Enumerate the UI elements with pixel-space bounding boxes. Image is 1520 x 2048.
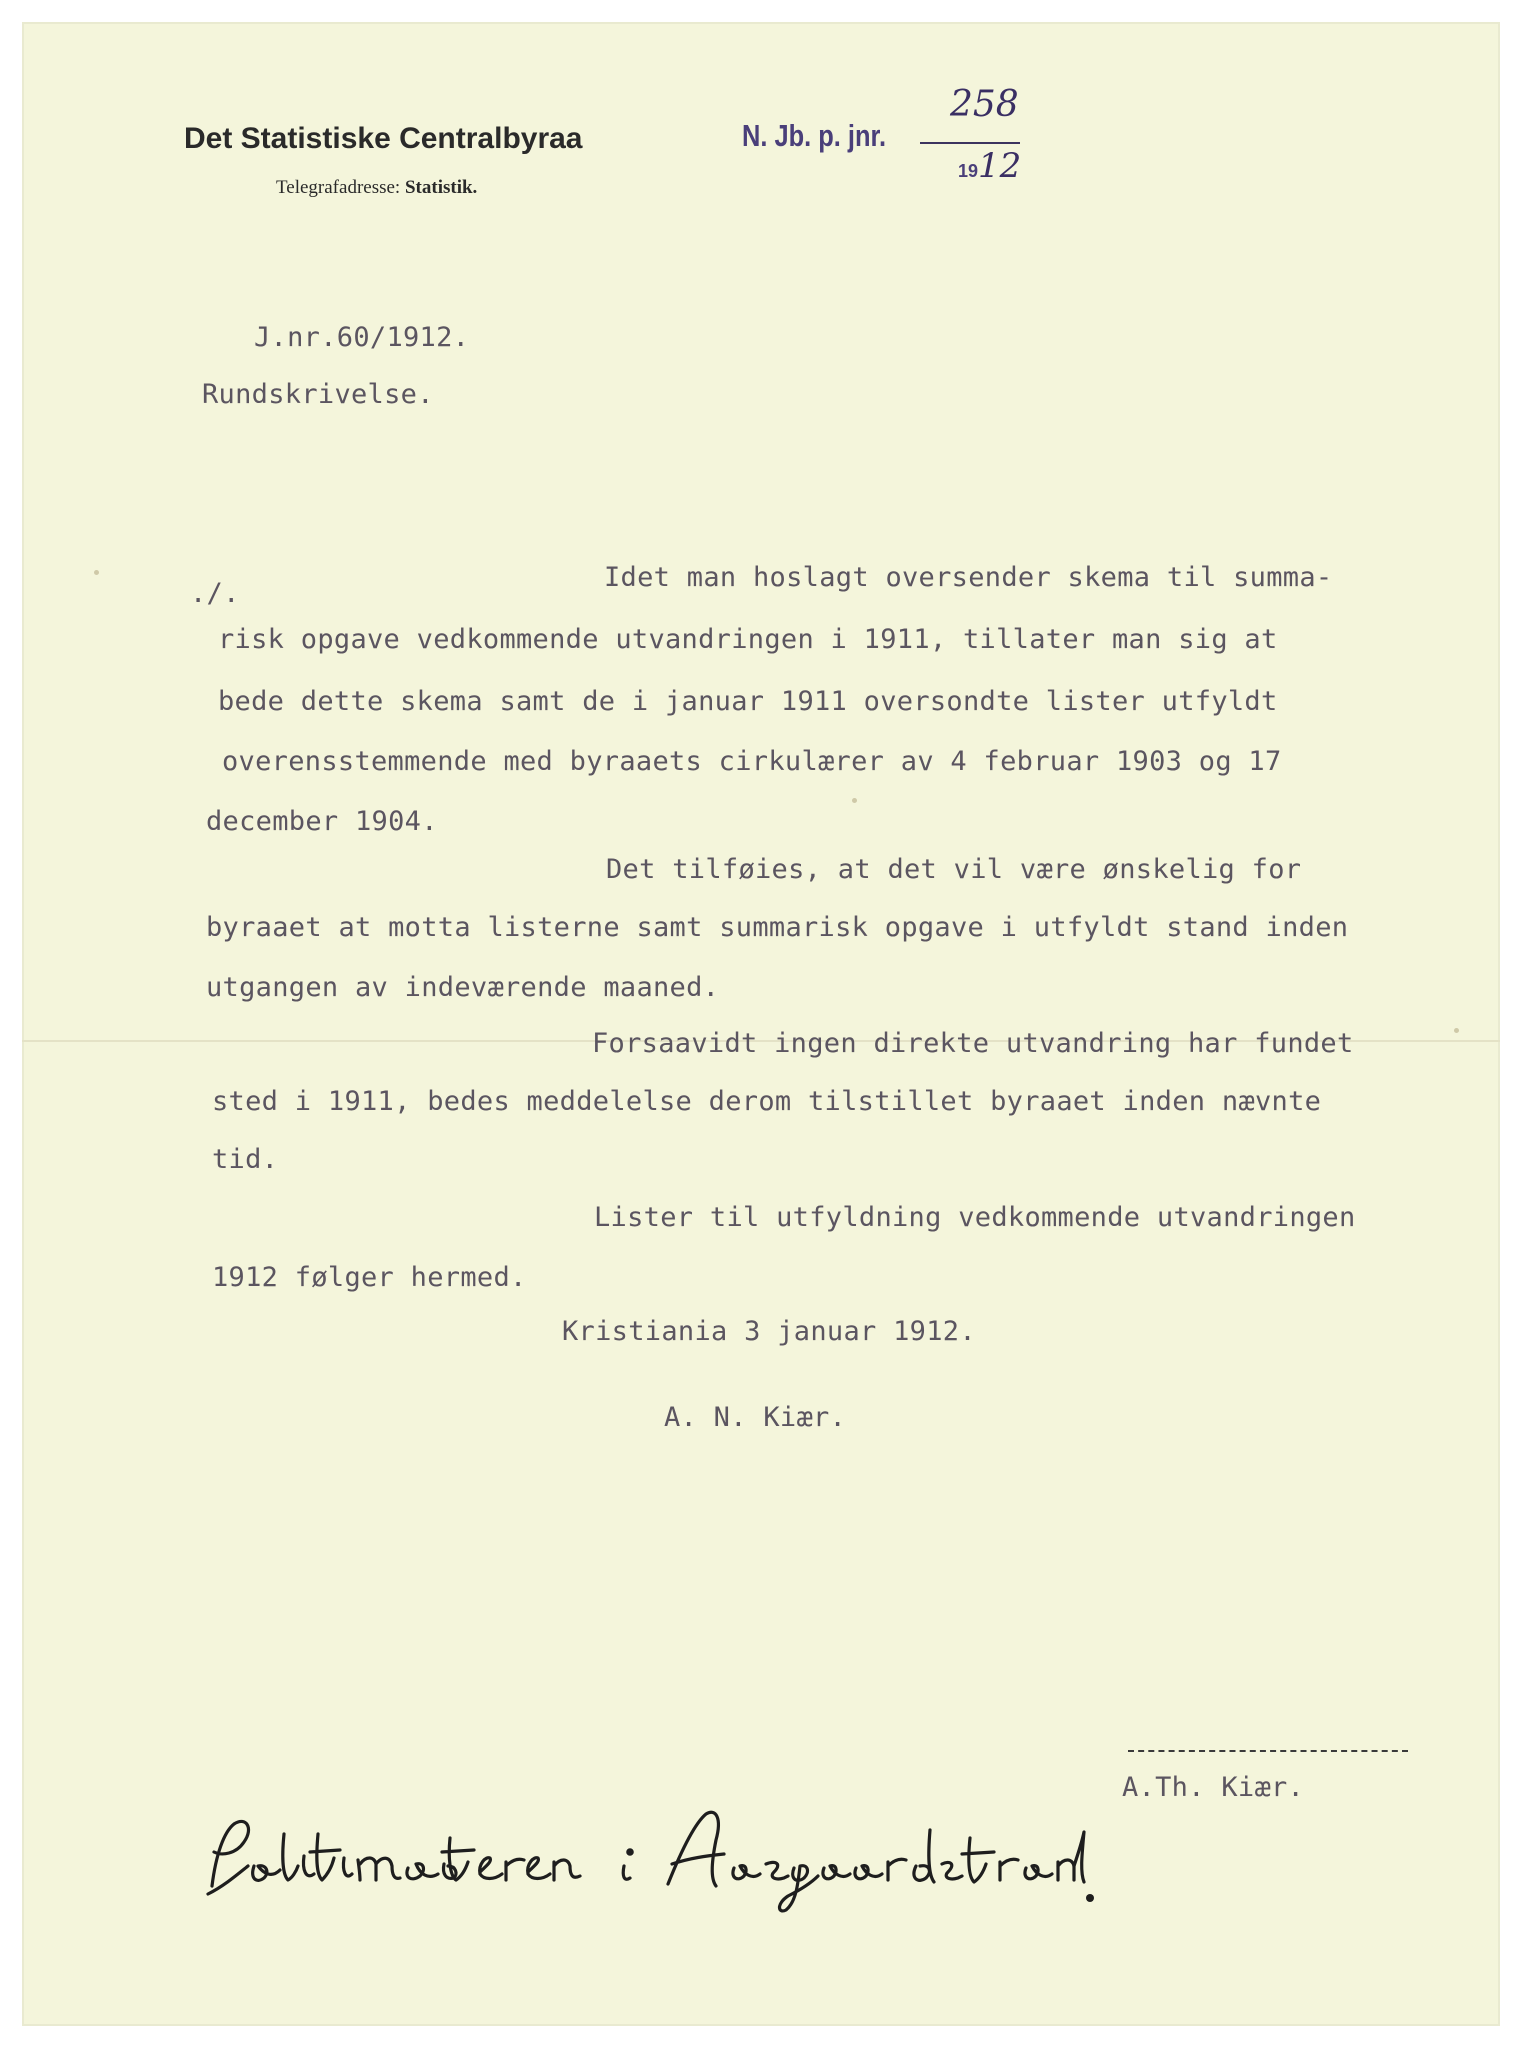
paper-speck — [1454, 1028, 1459, 1033]
stamp-year-handwritten: 12 — [978, 146, 1022, 186]
telegraph-label: Telegrafadresse: — [276, 177, 401, 198]
paragraph1-line3: bede dette skema samt de i januar 1911 oversondte lister utfyldt — [218, 686, 1278, 717]
paragraph1-line2: risk opgave vedkommende utvandringen i 1911, tillater man sig at — [218, 624, 1278, 655]
journal-number: J.nr.60/1912. — [254, 322, 470, 353]
stamp-label: N. Jb. p. jnr. — [742, 118, 887, 153]
document-type: Rundskrivelse. — [202, 379, 434, 410]
paragraph2-line2: byraaet at motta listerne samt summarisk opgave i utfyldt stand inden — [206, 912, 1349, 943]
stamp-year-printed: 19 — [958, 161, 979, 181]
paragraph2-line3: utgangen av indeværende maaned. — [206, 972, 720, 1003]
place-date: Kristiania 3 januar 1912. — [562, 1316, 976, 1347]
paragraph4-line1: Lister til utfyldning vedkommende utvandringen — [594, 1202, 1356, 1233]
paragraph2-line1: Det tilføies, at det vil være ønskelig for — [606, 854, 1302, 885]
paragraph3-line1: Forsaavidt ingen direkte utvandring har fundet — [592, 1028, 1354, 1059]
paper-speck — [852, 798, 857, 803]
telegraph-value: Statistik. — [404, 177, 478, 198]
stamp-number: 258 — [950, 84, 1019, 125]
paragraph1-line1: Idet man hoslagt oversender skema til summa- — [604, 562, 1333, 593]
paragraph3-line3: tid. — [212, 1144, 279, 1175]
paper-speck — [94, 570, 99, 575]
paragraph1-line4: overensstemmende med byraaets cirkulærer av 4 februar 1903 og 17 — [222, 746, 1282, 777]
enclosure-mark: ./. — [190, 578, 240, 609]
letterhead-organization: Det Statistiske Centralbyraa — [184, 122, 583, 155]
signature-rule — [1128, 1750, 1408, 1752]
paragraph3-line2: sted i 1911, bedes meddelelse derom tilstillet byraaet inden nævnte — [212, 1086, 1322, 1117]
letter-page — [22, 22, 1500, 2026]
paragraph1-line5: december 1904. — [206, 806, 438, 837]
stamp-divider — [920, 142, 1020, 144]
letterhead-telegraph — [276, 177, 477, 199]
addressee-handwritten — [194, 1794, 1094, 1924]
stamp-year — [958, 146, 1021, 186]
cosigner: A.Th. Kiær. — [1122, 1772, 1305, 1803]
journal-stamp — [742, 84, 1062, 190]
paragraph4-line2: 1912 følger hermed. — [212, 1262, 527, 1293]
signature: A. N. Kiær. — [664, 1402, 847, 1433]
